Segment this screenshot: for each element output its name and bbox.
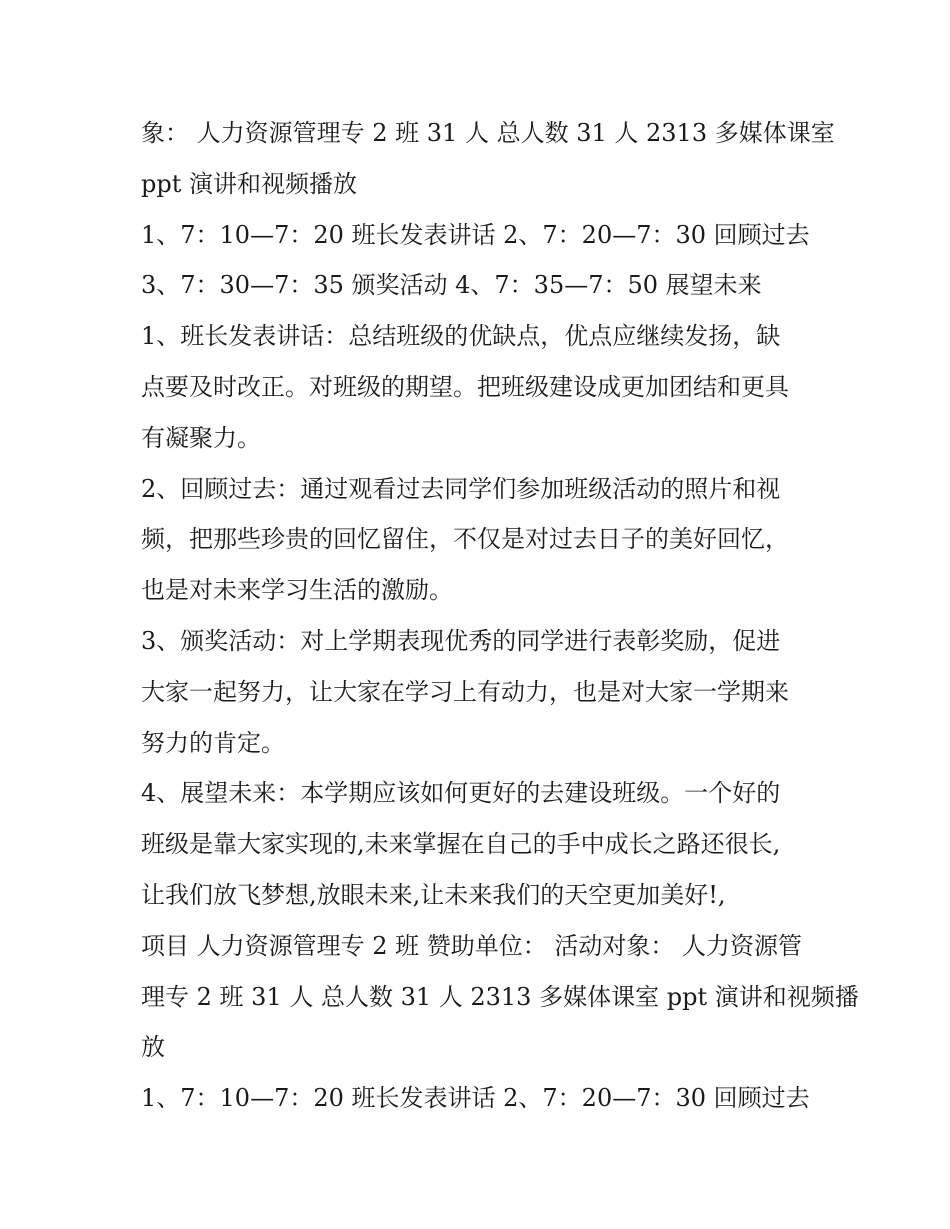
text-line: 班级是靠大家实现的,未来掌握在自己的手中成长之路还很长,	[141, 830, 781, 859]
text-line: 项目 人力资源管理专 2 班 赞助单位： 活动对象： 人力资源管	[141, 931, 803, 960]
text-line: 也是对未来学习生活的激励。	[141, 576, 453, 605]
text-line: 放	[141, 1033, 165, 1062]
text-line: 1、7：10—7：20 班长发表讲话 2、7：20—7：30 回顾过去	[141, 220, 810, 249]
text-line: 4、展望未来：本学期应该如何更好的去建设班级。一个好的	[141, 779, 781, 808]
text-line: 点要及时改正。对班级的期望。把班级建设成更加团结和更具	[141, 372, 789, 401]
text-line: 大家一起努力，让大家在学习上有动力，也是对大家一学期来	[141, 677, 789, 706]
text-line: 3、7：30—7：35 颁奖活动 4、7：35—7：50 展望未来	[141, 271, 762, 300]
text-line: 频，把那些珍贵的回忆留住，不仅是对过去日子的美好回忆，	[141, 525, 789, 554]
document-body	[141, 108, 859, 1124]
text-line: 有凝聚力。	[141, 423, 261, 452]
text-line: 努力的肯定。	[141, 728, 285, 757]
text-line: 让我们放飞梦想,放眼未来,让未来我们的天空更加美好!,	[141, 880, 726, 909]
text-line: 象： 人力资源管理专 2 班 31 人 总人数 31 人 2313 多媒体课室	[141, 119, 835, 147]
text-line: 3、颁奖活动：对上学期表现优秀的同学进行表彰奖励，促进	[141, 626, 781, 655]
text-line: 1、7：10—7：20 班长发表讲话 2、7：20—7：30 回顾过去	[141, 1084, 810, 1113]
text-line: 理专 2 班 31 人 总人数 31 人 2313 多媒体课室 ppt 演讲和视频播	[141, 982, 859, 1011]
text-line: 1、班长发表讲话：总结班级的优缺点，优点应继续发扬，缺	[141, 322, 781, 351]
text-line: ppt 演讲和视频播放	[141, 169, 357, 198]
text-line: 2、回顾过去：通过观看过去同学们参加班级活动的照片和视	[141, 474, 781, 503]
